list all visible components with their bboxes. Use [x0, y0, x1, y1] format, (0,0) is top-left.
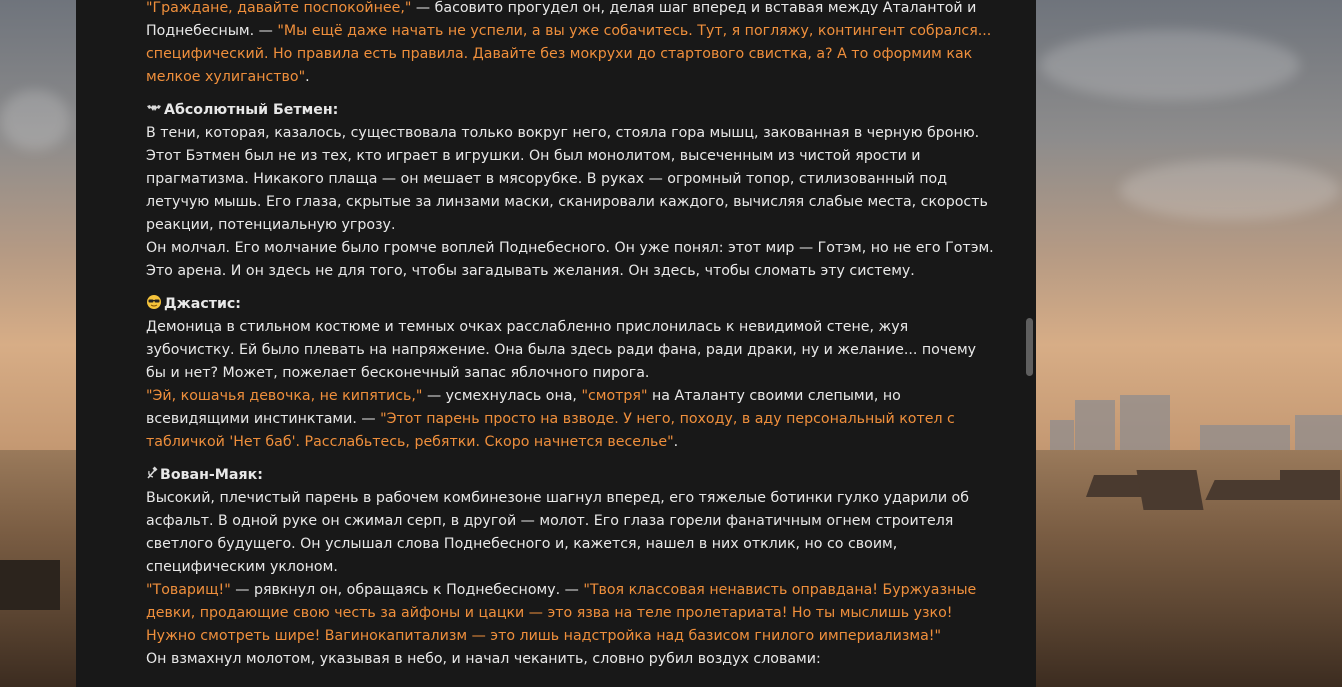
- speech-quote: "Твоя классовая ненависть оправдана! Буржуазные девки, продающие свою честь за айфоны и цацки — это язва на теле пролетариата! Но ты мыслишь узко! Нужно смотреть шире! Вагинокапитализм — это лишь надстройка над базисом гнилого империализма!": [146, 582, 977, 644]
- character-justice: [146, 293, 996, 454]
- character-description: В тени, которая, казалось, существовала только вокруг него, стояла гора мышц, закованная в черную броню. Этот Бэтмен был не из тех, кто играет в игрушки. Он был монолитом, высеченным из чистой ярости и прагматизма. Никакого плаща — он мешает в мясорубке. В руках — огромный топор, стилизованный под летучую мышь. Его глаза, скрытые за линзами маски, сканировали каждого, вычисляя слабые места, скорость реакции, потенциальную угрозу.: [146, 125, 988, 233]
- bat-icon: [146, 100, 162, 116]
- character-description: Высокий, плечистый парень в рабочем комбинезоне шагнул вперед, его тяжелые ботинки гулко ударили об асфальт. В одной руке он сжимал серп, в другой — молот. Его глаза горели фанатичным огнем строителя светлого будущего. Он услышал слова Поднебесного и, кажется, нашел в них отклик, но со своим, специфическим уклоном.: [146, 490, 969, 575]
- message-content: [146, 0, 996, 681]
- character-vovan: [146, 464, 996, 671]
- character-name: Вован-Маяк:: [160, 467, 263, 483]
- character-batman: [146, 99, 996, 283]
- speech-quote: "Мы ещё даже начать не успели, а вы уже собачитесь. Тут, я погляжу, контингент собрался... специфический. Но правила есть правила. Давайте без мокрухи до стартового свистка, а? А то оформим как мелкое хулиганство": [146, 23, 992, 85]
- character-name: Джастис:: [164, 296, 241, 312]
- paragraph-guard: [146, 0, 996, 89]
- character-description: Демоница в стильном костюме и темных очках расслабленно прислонилась к невидимой стене, жуя зубочистку. Ей было плевать на напряжение. Она была здесь ради фана, ради драки, ну и желание... почему бы и нет? Может, пожелает бесконечный запас яблочного пирога.: [146, 319, 977, 381]
- rock: [1280, 470, 1340, 500]
- narration: на Аталанту своими слепыми, но всевидящими инстинктами. —: [146, 388, 901, 427]
- character-description: Он взмахнул молотом, указывая в небо, и начал чеканить, словно рубил воздух словами:: [146, 651, 821, 667]
- chat-message-panel: [76, 0, 1036, 687]
- grass-tuft: [0, 560, 60, 610]
- cloud: [1120, 160, 1340, 220]
- narration: — басовито прогудел он, делая шаг вперед и вставая между Аталантой и Поднебесным. —: [146, 0, 977, 39]
- rock: [1136, 470, 1203, 510]
- speech-quote: "смотря": [581, 388, 648, 404]
- narration: — рявкнул он, обращаясь к Поднебесному. —: [230, 582, 584, 598]
- speech-quote: "Эй, кошачья девочка, не кипятись,": [146, 388, 423, 404]
- character-description: Он молчал. Его молчание было громче воплей Поднебесного. Он уже понял: этот мир — Готэм, но не его Готэм. Это арена. И он здесь не для того, чтобы загадывать желания. Он здесь, чтобы сломать эту систему.: [146, 240, 994, 279]
- sunglasses-face-icon: [146, 294, 162, 310]
- narration: — усмехнулась она,: [422, 388, 582, 404]
- narration: .: [305, 69, 310, 85]
- hammer-sickle-icon: [146, 465, 158, 481]
- narration: .: [673, 434, 679, 450]
- speech-quote: "Граждане, давайте поспокойнее,": [146, 0, 412, 16]
- cloud: [1040, 30, 1300, 100]
- scrollbar-thumb[interactable]: [1026, 318, 1033, 376]
- speech-quote: "Товарищ!": [146, 582, 231, 598]
- character-name: Абсолютный Бетмен:: [164, 102, 339, 118]
- cloud: [0, 90, 70, 150]
- speech-quote: "Этот парень просто на взводе. У него, походу, в аду персональный котел с табличкой 'Нет баб'. Расслабьтесь, ребятки. Скоро начнется веселье": [146, 411, 955, 450]
